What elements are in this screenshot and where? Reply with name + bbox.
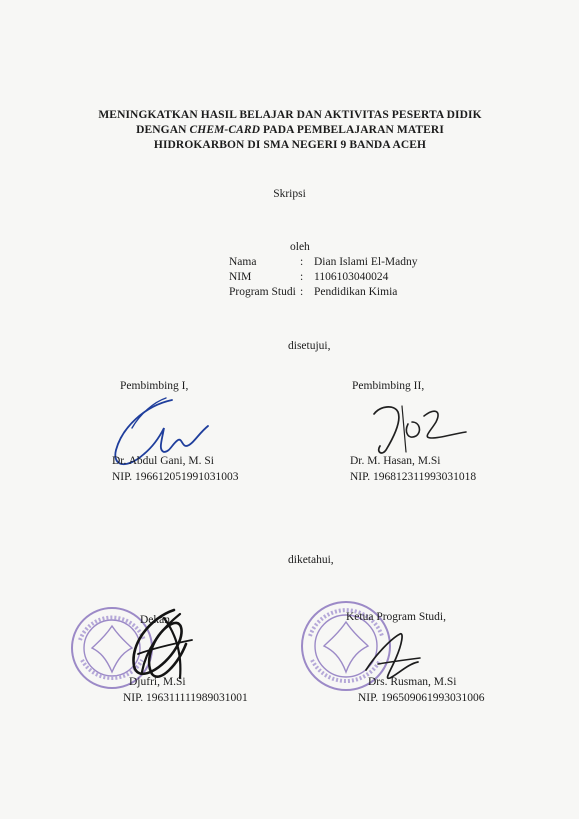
supervisor1-name: Dr. Abdul Gani, M. Si [112, 455, 214, 467]
title-line-2-prefix: DENGAN [136, 124, 190, 136]
approved-label: disetujui, [288, 340, 331, 352]
head-details [358, 674, 485, 706]
dean-nip: NIP. 196311111989031001 [123, 692, 248, 704]
author-value: 1106103040024 [314, 271, 389, 283]
supervisor2-nip: NIP. 196812311993031018 [350, 471, 477, 483]
author-info [229, 255, 417, 300]
author-label: Nama [229, 256, 257, 268]
supervisor2-role: Pembimbing II, [352, 380, 425, 392]
supervisor2-details [350, 453, 476, 485]
author-label: NIM [229, 271, 252, 283]
head-role: Ketua Program Studi, [346, 611, 446, 623]
head-name: Drs. Rusman, M.Si [368, 676, 457, 688]
title-line-1: MENINGKATKAN HASIL BELAJAR DAN AKTIVITAS PESERTA DIDIK [98, 109, 482, 121]
dean-details [123, 674, 248, 706]
supervisor1-role: Pembimbing I, [120, 380, 189, 392]
dean-role: Dekan, [140, 614, 173, 626]
title-italic-term: CHEM-CARD [189, 124, 261, 136]
thesis-title [80, 108, 500, 153]
author-row [229, 255, 417, 270]
dean-name: Djufri, M.Si [129, 676, 186, 688]
oleh-label: oleh [290, 241, 310, 253]
signature-supervisor2 [362, 392, 472, 462]
author-sep: : [300, 256, 304, 268]
title-line-3: HIDROKARBON DI SMA NEGERI 9 BANDA ACEH [153, 139, 427, 151]
supervisor1-details [112, 453, 239, 485]
author-row [229, 270, 417, 285]
author-value: Pendidikan Kimia [314, 286, 398, 298]
document-type: Skripsi [273, 188, 306, 200]
title-line-2-suffix: PADA PEMBELAJARAN MATERI [260, 124, 444, 136]
author-sep: : [300, 271, 304, 283]
head-nip: NIP. 196509061993031006 [358, 692, 485, 704]
author-row [229, 285, 417, 300]
acknowledged-label: diketahui, [288, 554, 334, 566]
author-label: Program Studi [229, 286, 296, 298]
author-sep: : [300, 286, 304, 298]
supervisor1-nip: NIP. 196612051991031003 [112, 471, 239, 483]
title-line-2 [80, 123, 500, 138]
supervisor2-name: Dr. M. Hasan, M.Si [350, 455, 441, 467]
author-value: Dian Islami El-Madny [314, 256, 418, 268]
